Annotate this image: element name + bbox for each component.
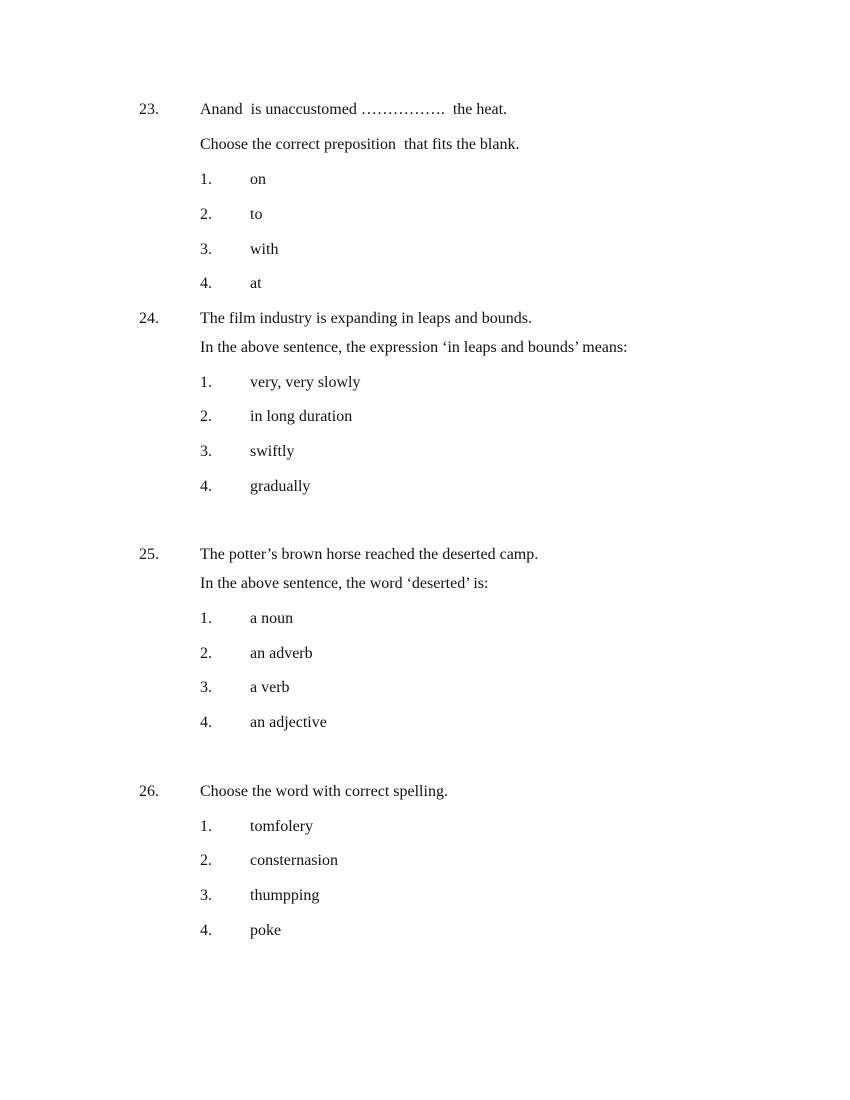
option-number: 3. xyxy=(200,679,212,696)
question-stem: The potter’s brown horse reached the deserted camp. xyxy=(200,546,539,563)
question-instruction: Choose the correct preposition that fits the blank. xyxy=(200,136,520,153)
option-text: with xyxy=(250,241,279,258)
option-text: poke xyxy=(250,922,282,939)
option-number: 2. xyxy=(200,852,212,869)
question-stem: The film industry is expanding in leaps and bounds. xyxy=(200,310,532,327)
option-text: to xyxy=(250,206,263,223)
option-number: 4. xyxy=(200,275,212,292)
option-text: on xyxy=(250,171,266,188)
option-number: 2. xyxy=(200,206,212,223)
option-number: 1. xyxy=(200,610,212,627)
option-text: thumpping xyxy=(250,887,320,904)
option-text: gradually xyxy=(250,478,311,495)
option-text: swiftly xyxy=(250,443,295,460)
question-stem: Anand is unaccustomed ……………. the heat. xyxy=(200,101,508,118)
question-stem: Choose the word with correct spelling. xyxy=(200,783,448,800)
option-text: an adjective xyxy=(250,714,327,731)
question-instruction: In the above sentence, the word ‘deserted’ is: xyxy=(200,575,489,592)
option-text: consternasion xyxy=(250,852,338,869)
option-text: at xyxy=(250,275,262,292)
option-number: 1. xyxy=(200,171,212,188)
option-number: 4. xyxy=(200,714,212,731)
option-number: 1. xyxy=(200,374,212,391)
question-number: 23. xyxy=(139,101,159,118)
question-number: 26. xyxy=(139,783,159,800)
option-number: 1. xyxy=(200,818,212,835)
option-text: an adverb xyxy=(250,645,313,662)
option-number: 4. xyxy=(200,478,212,495)
question-instruction: In the above sentence, the expression ‘in leaps and bounds’ means: xyxy=(200,339,628,356)
option-number: 3. xyxy=(200,241,212,258)
option-number: 4. xyxy=(200,922,212,939)
option-text: a noun xyxy=(250,610,294,627)
option-text: tomfolery xyxy=(250,818,314,835)
option-text: in long duration xyxy=(250,408,353,425)
question-number: 25. xyxy=(139,546,159,563)
option-text: a verb xyxy=(250,679,290,696)
option-text: very, very slowly xyxy=(250,374,361,391)
option-number: 3. xyxy=(200,887,212,904)
option-number: 2. xyxy=(200,408,212,425)
option-number: 3. xyxy=(200,443,212,460)
question-number: 24. xyxy=(139,310,159,327)
option-number: 2. xyxy=(200,645,212,662)
